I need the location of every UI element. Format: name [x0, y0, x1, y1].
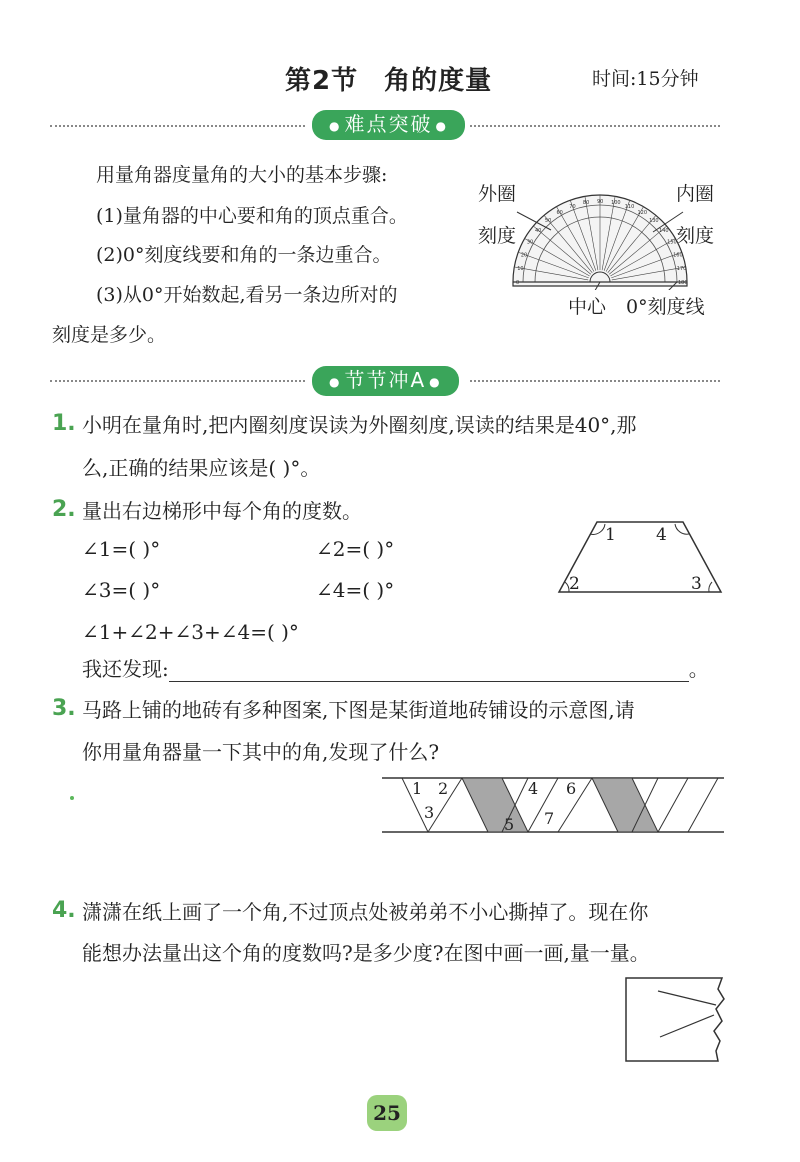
tile-shaded-1: [462, 778, 528, 832]
protractor-scale-label: 130: [649, 217, 659, 224]
protractor-scale-label: 50: [544, 217, 552, 224]
trap-label-1: 1: [605, 525, 616, 545]
angle-1-answer: ∠1=( )°: [82, 537, 161, 561]
question-1-number: 1.: [52, 411, 76, 436]
divider-left: [50, 125, 305, 127]
section-number: 第2节: [285, 66, 359, 96]
step-3: (3)从0°开始数起,看另一条边所对的: [96, 284, 398, 306]
decor-dot: [70, 796, 74, 800]
protractor-scale-label: 0: [516, 280, 520, 286]
trap-label-3: 3: [691, 574, 702, 594]
question-4-line2: 能想办法量出这个角的度数吗?是多少度?在图中画一画,量一量。: [82, 941, 650, 965]
tile-label-2: 2: [438, 779, 449, 798]
protractor-scale-label: 160: [673, 252, 683, 259]
protractor-scale-label: 10: [517, 265, 524, 272]
page-number: 25: [367, 1095, 407, 1131]
label-outer-scale: 刻度: [478, 225, 517, 247]
label-center: 中心: [568, 296, 607, 318]
protractor-scale-label: 90: [597, 199, 604, 205]
section-tag-practice: ● 节节冲A ●: [312, 366, 459, 396]
question-2-text: 量出右边梯形中每个角的度数。: [82, 499, 362, 523]
trapezoid-figure: [555, 516, 725, 598]
question-3-number: 3.: [52, 696, 76, 721]
protractor-scale-label: 20: [520, 252, 528, 259]
divider-right: [470, 125, 720, 127]
section-title: 角的度量: [384, 66, 493, 96]
angle-2-answer: ∠2=( )°: [316, 537, 395, 561]
page-title: [285, 60, 492, 97]
protractor-scale-label: 80: [582, 200, 590, 207]
protractor-scale-label: 70: [569, 203, 576, 210]
question-3-line2: 你用量角器量一下其中的角,发现了什么?: [82, 740, 440, 764]
torn-paper-figure: [620, 975, 730, 1065]
protractor-scale-label: 30: [526, 239, 534, 246]
angle-4-answer: ∠4=( )°: [316, 578, 395, 602]
divider2-left: [50, 380, 305, 382]
question-4-line1: 潇潇在纸上画了一个角,不过顶点处被弟弟不小心撕掉了。现在你: [82, 900, 649, 924]
label-inner-scale: 刻度: [676, 225, 715, 247]
time-limit: 时间:15分钟: [592, 68, 699, 90]
protractor-scale-label: 150: [667, 239, 677, 246]
protractor-scale-label: 140: [659, 227, 669, 234]
question-2-number: 2.: [52, 497, 76, 522]
question-1-line1: 小明在量角时,把内圈刻度误读为外圈刻度,误读的结果是40°,那: [82, 413, 637, 437]
tile-label-3: 3: [424, 803, 435, 822]
tile-label-6: 6: [566, 779, 577, 798]
tile-label-7: 7: [544, 809, 555, 828]
question-3-line1: 马路上铺的地砖有多种图案,下图是某街道地砖铺设的示意图,请: [82, 698, 635, 722]
protractor-scale-label: 170: [676, 265, 687, 272]
protractor-scale-label: 180: [678, 280, 688, 286]
steps-intro: 用量角器度量角的大小的基本步骤:: [96, 164, 388, 186]
protractor-scale-label: 60: [556, 209, 563, 216]
tile-pattern-figure: [382, 774, 724, 836]
label-inner: 内圈: [676, 183, 715, 205]
discovery-label: 我还发现:: [82, 657, 169, 681]
protractor-scale-label: 120: [637, 209, 648, 216]
angle-3-answer: ∠3=( )°: [82, 578, 161, 602]
tile-label-5: 5: [504, 815, 515, 834]
angle-sum-answer: ∠1+∠2+∠3+∠4=( )°: [82, 620, 299, 644]
question-4-number: 4.: [52, 898, 76, 923]
protractor-scale-label: 40: [534, 227, 542, 234]
tile-label-4: 4: [528, 779, 539, 798]
trap-label-2: 2: [569, 574, 580, 594]
trap-label-4: 4: [656, 525, 667, 545]
step-2: (2)0°刻度线要和角的一条边重合。: [96, 244, 392, 266]
tile-label-1: 1: [412, 779, 423, 798]
discovery-blank[interactable]: [169, 663, 689, 682]
protractor-scale-label: 110: [624, 203, 635, 210]
step-3-cont: 刻度是多少。: [52, 324, 167, 346]
protractor-scale-label: 100: [611, 200, 621, 207]
question-1-line2: 么,正确的结果应该是( )°。: [82, 456, 321, 480]
tile-shaded-2: [592, 778, 658, 832]
label-zero-line: 0°刻度线: [626, 296, 705, 318]
divider2-right: [470, 380, 720, 382]
step-1: (1)量角器的中心要和角的顶点重合。: [96, 205, 408, 227]
section-tag-difficulty: ● 难点突破 ●: [312, 110, 465, 140]
discovery-line: 我还发现: 。: [82, 657, 709, 681]
protractor-icon: [513, 195, 688, 286]
label-outer: 外圈: [478, 183, 517, 205]
protractor-figure: [505, 190, 695, 290]
torn-paper-shape: [626, 978, 724, 1061]
